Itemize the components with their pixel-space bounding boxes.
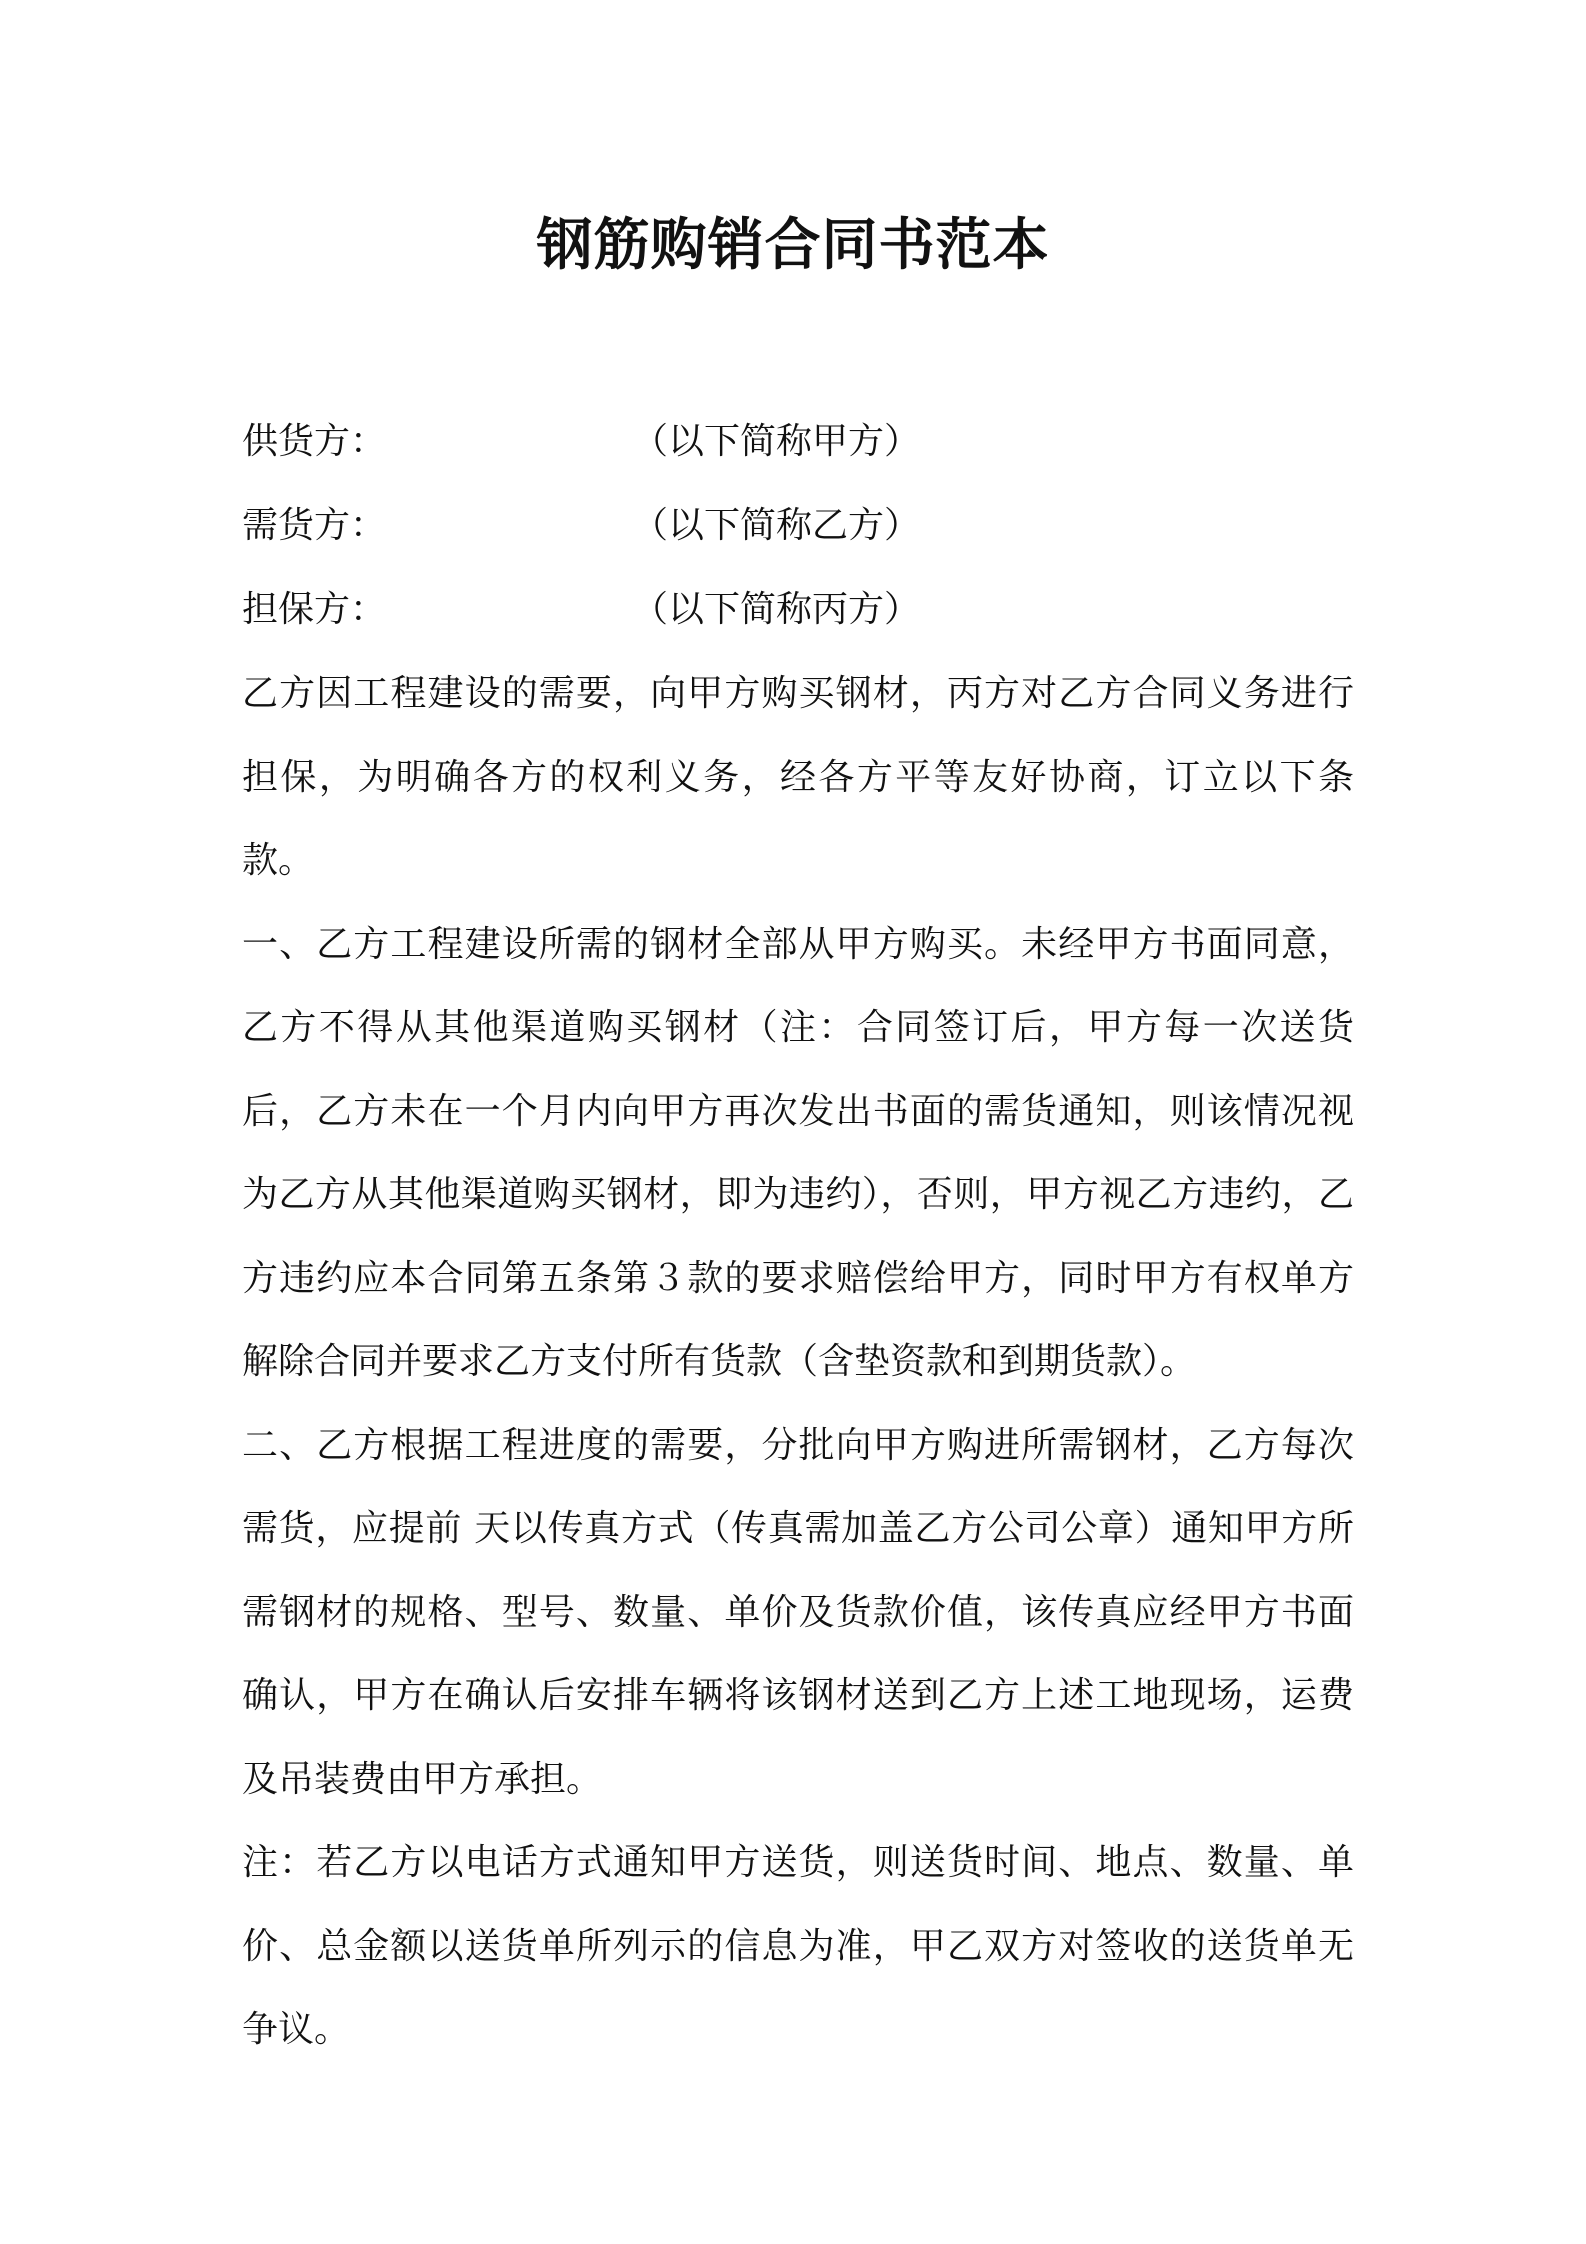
paragraph-clause-1: 一、乙方工程建设所需的钢材全部从甲方购买。未经甲方书面同意，乙方不得从其他渠道购买钢材（注：合同签订后，甲方每一次送货后，乙方未在一个月内向甲方再次发出书面的需货通知，则该情况视为乙方从其他渠道购买钢材，即为违约），否则，甲方视乙方违约，乙方违约应本合同第五条第３款的要求赔偿给甲方，同时甲方有权单方解除合同并要求乙方支付所有货款（含垫资款和到期货款）。 bbox=[242, 923, 1354, 1382]
paragraph-clause-2: 二、乙方根据工程进度的需要，分批向甲方购进所需钢材，乙方每次需货，应提前 天以传真方式（传真需加盖乙方公司公章）通知甲方所需钢材的规格、型号、数量、单价及货款价值，该传真应经甲方书面确认，甲方在确认后安排车辆将该钢材送到乙方上述工地现场，运费及吊装费由甲方承担。 bbox=[242, 1424, 1354, 1800]
party-line-buyer bbox=[242, 484, 1352, 568]
party-alias: （以下简称丙方） bbox=[632, 589, 921, 630]
paragraph-preamble: 乙方因工程建设的需要，向甲方购买钢材，丙方对乙方合同义务进行担保，为明确各方的权利义务，经各方平等友好协商，订立以下条款。 bbox=[242, 673, 1354, 881]
document-title: 钢筋购销合同书范本 bbox=[536, 213, 1050, 278]
party-label: 担保方： bbox=[242, 589, 387, 630]
party-line-guarantor bbox=[242, 568, 1352, 652]
party-alias: （以下简称乙方） bbox=[632, 505, 921, 546]
party-alias: （以下简称甲方） bbox=[632, 421, 921, 462]
paragraph-note: 注：若乙方以电话方式通知甲方送货，则送货时间、地点、数量、单价、总金额以送货单所列示的信息为准，甲乙双方对签收的送货单无争议。 bbox=[242, 1842, 1354, 2050]
document-body bbox=[242, 652, 1354, 2072]
party-line-supplier bbox=[242, 400, 1352, 484]
party-label: 供货方： bbox=[242, 421, 387, 462]
party-list bbox=[242, 400, 1352, 652]
party-label: 需货方： bbox=[242, 505, 387, 546]
